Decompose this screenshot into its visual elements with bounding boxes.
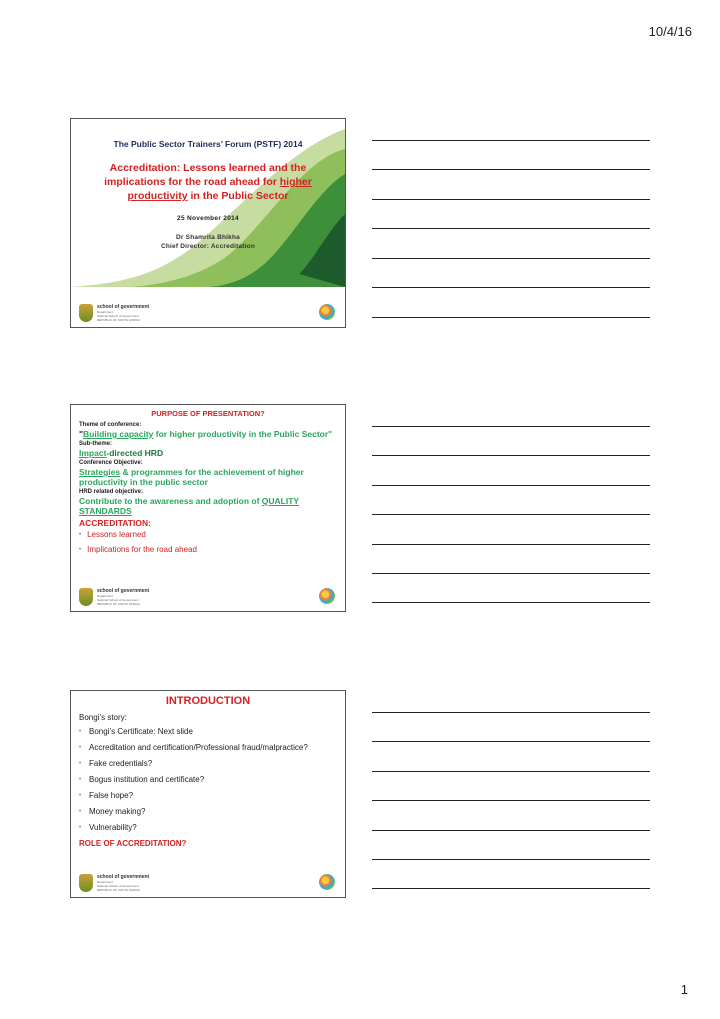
slide-purpose	[70, 404, 346, 612]
school-logo: school of government Department: National School of Government REPUBLIC OF SOUTH AFRICA	[79, 304, 149, 322]
story-label: Bongi’s story:	[79, 713, 127, 722]
theme-label: Theme of conference:	[79, 422, 142, 428]
list-item: • Accreditation and certification/Professional fraud/malpractice?	[79, 743, 337, 753]
page-number: 1	[680, 982, 688, 997]
page-date: 10/4/16	[648, 24, 692, 39]
presentation-date: 25 November 2014	[177, 215, 239, 222]
objective-label: Conference Objective:	[79, 460, 143, 466]
school-logo: school of government Department: National School of Government REPUBLIC OF SOUTH AFRICA	[79, 588, 149, 606]
badge-icon	[319, 304, 335, 320]
list-item: • False hope?	[79, 791, 337, 801]
author-role: Chief Director: Accreditation	[160, 243, 256, 250]
hrd-text: Contribute to the awareness and adoption of QUALITY STANDARDS	[79, 496, 300, 516]
school-logo: school of government Department: National School of Government REPUBLIC OF SOUTH AFRICA	[79, 874, 149, 892]
slide-introduction	[70, 690, 346, 898]
presentation-title: Accreditation: Lessons learned and the implications for the road ahead for higher productivity in the Public Sector	[104, 162, 312, 202]
list-item: • Money making?	[79, 807, 337, 817]
badge-icon	[319, 588, 335, 604]
theme-text: "Building capacity for higher productivity in the Public Sector"	[79, 429, 333, 439]
introduction-heading: INTRODUCTION	[165, 695, 251, 707]
list-item: • Bongi’s Certificate: Next slide	[79, 727, 337, 737]
list-item: • Vulnerability?	[79, 823, 337, 833]
forum-title: The Public Sector Trainers’ Forum (PSTF) 2014	[113, 139, 303, 149]
subtheme-label: Sub-theme:	[79, 441, 112, 447]
role-heading: ROLE OF ACCREDITATION?	[79, 839, 187, 848]
coat-of-arms-icon	[79, 588, 93, 606]
coat-of-arms-icon	[79, 304, 93, 322]
list-item: • Bogus institution and certificate?	[79, 775, 337, 785]
hrd-label: HRD related objective:	[79, 489, 144, 495]
coat-of-arms-icon	[79, 874, 93, 892]
list-item: • Fake credentials?	[79, 759, 337, 769]
slide-title	[70, 118, 346, 328]
list-item: • Implications for the road ahead	[79, 543, 337, 558]
purpose-heading: PURPOSE OF PRESENTATION?	[151, 409, 265, 418]
objective-text: Strategies & programmes for the achievement of higher productivity in the public sector	[79, 467, 304, 487]
author-name: Dr Shamrita Bhikha	[176, 234, 240, 241]
author-block	[71, 233, 345, 251]
badge-icon	[319, 874, 335, 890]
subtheme-text: Impact-directed HRD	[79, 448, 164, 458]
list-item: • Lessons learned	[79, 528, 337, 543]
accreditation-heading: ACCREDITATION:	[79, 518, 151, 528]
